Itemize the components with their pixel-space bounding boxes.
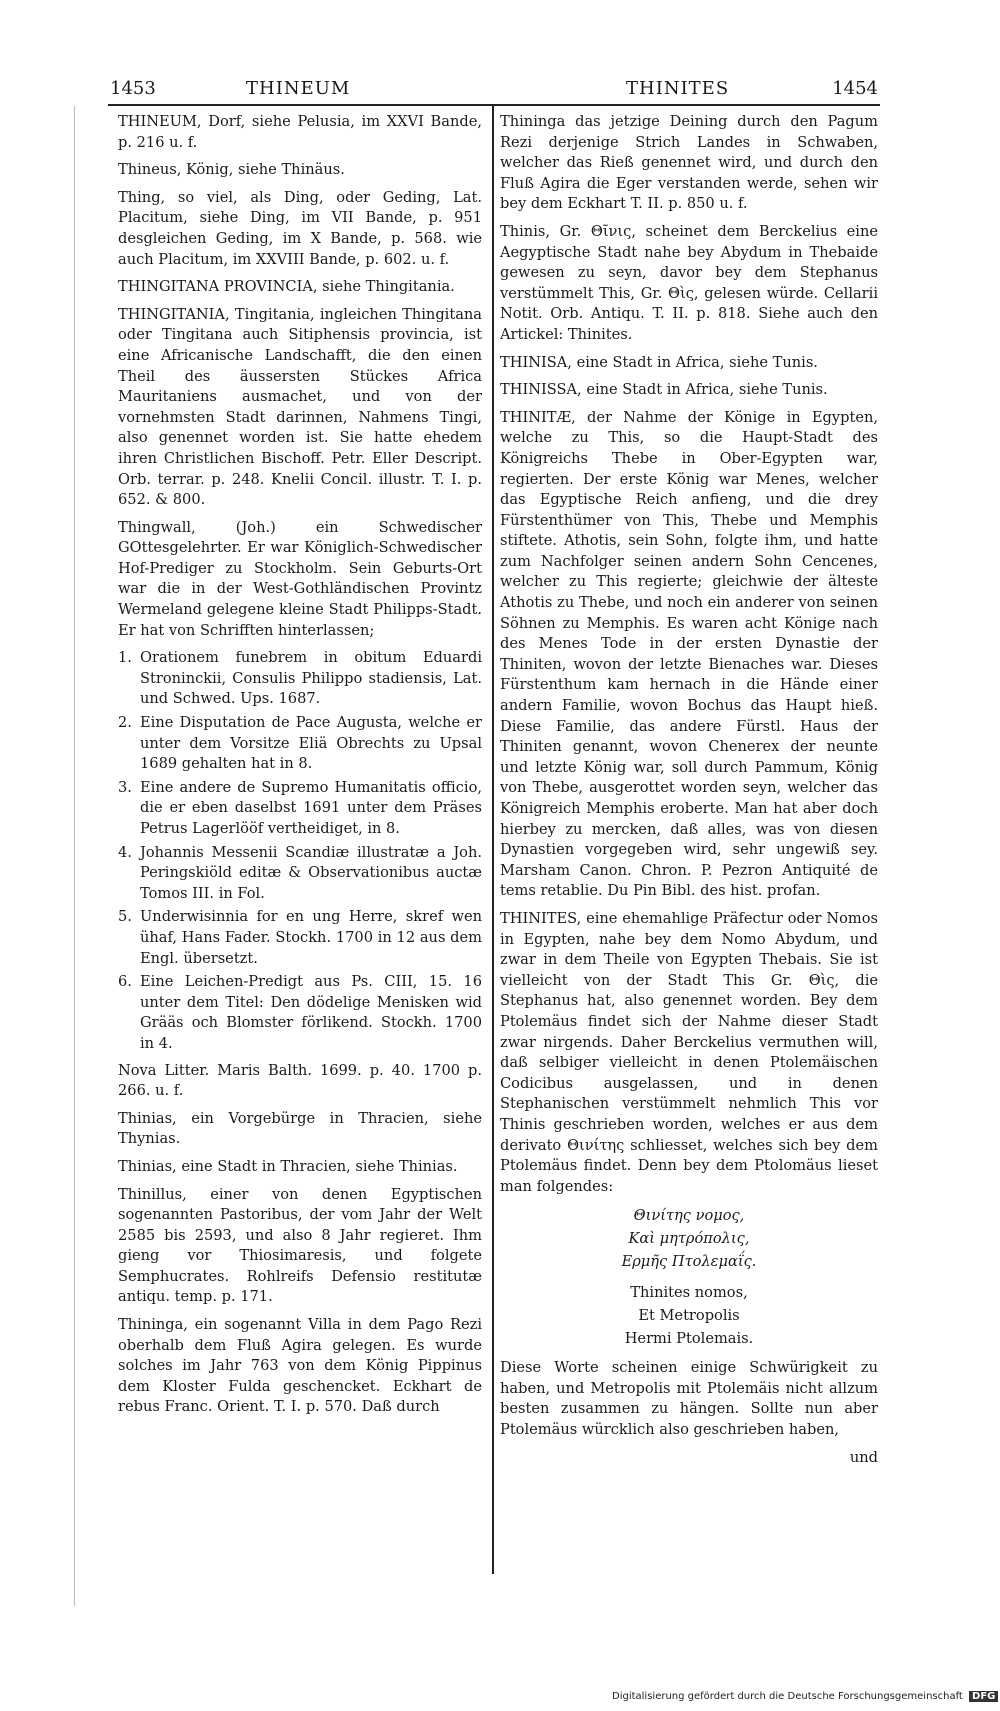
list-item xyxy=(118,713,482,775)
list-item-text: Eine Leichen-Predigt aus Ps. CIII, 15. 16 unter dem Titel: Den dödelige Menisken wid Grääs och Blomster förlikend. Stockh. 1700 in 4. xyxy=(140,973,482,1052)
left-page-number: 1453 xyxy=(110,78,156,99)
entry-thinites: THINITES, eine ehemahlige Präfectur oder Nomos in Egypten, nahe bey dem Nomo Abydum, und zwar in dem Theile von Egypten Thebais. Sie ist vielleicht von der Stadt This Gr. Θὶς, die Stephanus hat, also genennet worden. Bey dem Ptolemäus findet sich der Nahme dieser Stadt zwar nirgends. Daher Berckelius vermuthen will, daß selbiger vielleicht in denen Ptolemäischen Codicibus ausgelassen, und in denen Stephanischen verstümmelt nehmlich This vor Thinis geschrieben worden, welches er aus dem derivato Θινίτης schliesset, welches sich bey dem Ptolemäus findet. Denn bey dem Ptolomäus lieset man folgendes: xyxy=(500,909,878,1195)
header-rule xyxy=(108,104,880,106)
digitization-credit xyxy=(612,1691,998,1702)
entry-thinitae: THINITÆ, der Nahme der Könige in Egypten, welche zu This, so die Haupt-Stadt des Königreichs Thebe in Ober-Egypten war, regierten. Der erste König war Menes, welcher das Egyptische Reich anfieng, und die drey Fürstenthümer von This, Thebe und Memphis stiftete. Athotis, sein Sohn, folgte ihm, und hatte zum Nachfolger seinen andern Sohn Cencenes, welcher zu This regierte; gleichwie der älteste Athotis zu Thebe, und noch ein anderer von seinen Söhnen zu Memphis. Es waren acht Könige nach des Menes Tode in der ersten Dynastie der Thiniten, wovon der letzte Bienaches war. Dieses Fürstenthum kam hernach in die Hände einer andern Familie, wovon Bochus das Haupt hieß. Diese Familie, das andere Fürstl. Haus der Thiniten genannt, wovon Chenerex der neunte und letzte König war, soll durch Pammum, König von Thebe, ausgerottet worden seyn, welcher das Königreich Memphis eroberte. Man hat aber doch hierbey zu mercken, daß alles, was von diesen Dynastien vorgegeben wird, sehr ungewiß sey. Marsham Canon. Chron. P. Pezron Antiquité de tems retablie. Du Pin Bibl. des hist. profan. xyxy=(500,408,878,900)
page-margin-line xyxy=(74,106,75,1606)
entry-thinissa: THINISSA, eine Stadt in Africa, siehe Tunis. xyxy=(500,381,828,399)
page-header xyxy=(110,78,878,104)
entry-thingwall: Thingwall, (Joh.) ein Schwedischer GOttesgelehrter. Er war Königlich-Schwedischer Hof-Prediger zu Stockholm. Sein Geburts-Ort war die in der West-Gothländischen Provintz Wermeland gelegene kleine Stadt Philipps-Stadt. Er hat von Schrifften hinterlassen; xyxy=(118,518,482,639)
catchword: und xyxy=(849,1448,878,1466)
list-item-text: Johannis Messenii Scandiæ illustratæ a Joh. Peringskiöld editæ & Observationibus auctæ Tomos III. in Fol. xyxy=(140,843,482,902)
entry-thinias-vorgeburge: Thinias, ein Vorgebürge in Thracien, siehe Thynias. xyxy=(118,1109,482,1148)
list-item-text: Underwisinnia for en ung Herre, skref wen ühaf, Hans Fader. Stockh. 1700 in 12 aus dem Engl. übersetzt. xyxy=(140,908,482,967)
right-page-number: 1454 xyxy=(832,78,878,99)
greek-line: Θινίτης νομος, xyxy=(633,1207,745,1225)
entry-thing: Thing, so viel, als Ding, oder Geding, Lat. Placitum, siehe Ding, im VII Bande, p. 951 desgleichen Geding, im X Bande, p. 568. wie auch Placitum, im XXVIII Bande, p. 602. u. f. xyxy=(118,188,482,268)
list-item-number: 3. xyxy=(118,778,132,796)
greek-quotation xyxy=(500,1204,878,1273)
right-column xyxy=(500,112,878,1468)
list-item-number: 5. xyxy=(118,908,132,926)
entry-thineum: THINEUM, Dorf, siehe Pelusia, im XXVI Bande, p. 216 u. f. xyxy=(118,113,482,151)
entry-thininga: Thininga, ein sogenannt Villa in dem Pago Rezi oberhalb dem Fluß Agira gelegen. Es wurde solches im Jahr 763 von dem König Pippinus dem Kloster Fulda geschencket. Eckhart de rebus Franc. Orient. T. I. p. 570. Daß durch xyxy=(118,1316,482,1416)
left-column xyxy=(118,112,482,1425)
latin-quotation xyxy=(500,1281,878,1350)
credit-text: Digitalisierung gefördert durch die Deutsche Forschungsgemeinschaft xyxy=(612,1691,963,1702)
works-list xyxy=(118,648,482,1054)
list-item xyxy=(118,907,482,969)
dfg-logo: DFG xyxy=(969,1691,998,1702)
list-item-number: 4. xyxy=(118,843,132,861)
latin-line: Thinites nomos, xyxy=(630,1284,748,1302)
list-item xyxy=(118,843,482,905)
column-divider xyxy=(492,106,494,1574)
entry-thinis: Thinis, Gr. Θῖνις, scheinet dem Berckelius eine Aegyptische Stadt nahe bey Abydum in Thebaide gewesen zu seyn, davor bey dem Stephanus verstümmelt This, Gr. Θὶς, gelesen würde. Cellarii Notit. Orb. Antiqu. T. II. p. 818. Siehe auch den Artickel: Thinites. xyxy=(500,222,878,343)
list-item-number: 1. xyxy=(118,649,132,667)
greek-line: Καὶ μητρόπολις, xyxy=(628,1230,750,1248)
list-item-text: Orationem funebrem in obitum Eduardi Stroninckii, Consulis Philippo stadiensis, Lat. und Schwed. Ups. 1687. xyxy=(140,649,482,708)
entry-thinias-stadt: Thinias, eine Stadt in Thracien, siehe Thinias. xyxy=(118,1157,458,1175)
entry-thingitana-provincia: THINGITANA PROVINCIA, siehe Thingitania. xyxy=(118,278,455,296)
entry-thineus: Thineus, König, siehe Thinäus. xyxy=(118,161,345,179)
latin-line: Hermi Ptolemais. xyxy=(624,1330,754,1348)
list-item-text: Eine Disputation de Pace Augusta, welche er unter dem Vorsitze Eliä Obrechts zu Upsal 1689 gehalten hat in 8. xyxy=(140,714,482,773)
list-item xyxy=(118,778,482,840)
entry-thingitania: THINGITANIA, Tingitania, ingleichen Thingitana oder Tingitana auch Sitiphensis provincia, ist eine Africanische Landschafft, die den einen Theil des äussersten Stückes Africa Mauritaniens ausmachet, und von der vornehmsten Stadt darinnen, Nahmens Tingi, also genennet worden ist. Sie hatte ehedem ihren Christlichen Bischoff. Petr. Eller Descript. Orb. terrar. p. 248. Knelii Concil. illustr. T. I. p. 652. & 800. xyxy=(118,305,482,509)
entry-thinisa: THINISA, eine Stadt in Africa, siehe Tunis. xyxy=(500,353,818,371)
entry-thininga-continued: Thininga das jetzige Deining durch den Pagum Rezi derjenige Strich Landes in Schwaben, welcher das Rieß genennet wird, und durch den Fluß Agira die Eger verstanden werde, sehen wir bey dem Eckhart T. II. p. 850 u. f. xyxy=(500,113,878,213)
list-item xyxy=(118,972,482,1054)
closing-paragraph: Diese Worte scheinen einige Schwürigkeit zu haben, und Metropolis mit Ptolemäis nicht allzum besten zusammen zu hängen. Sollte nun aber Ptolemäus würcklich also geschrieben haben, xyxy=(500,1359,878,1439)
list-item-text: Eine andere de Supremo Humanitatis officio, die er eben daselbst 1691 unter dem Präses Petrus Lagerlööf vertheidiget, in 8. xyxy=(140,778,482,837)
list-item xyxy=(118,648,482,710)
list-item-number: 2. xyxy=(118,714,132,732)
right-running-title: THINITES xyxy=(626,78,730,99)
latin-line: Et Metropolis xyxy=(638,1307,740,1325)
greek-line: Ερμῆς Πτολεμαΐς. xyxy=(621,1253,757,1271)
entry-thinillus: Thinillus, einer von denen Egyptischen sogenannten Pastoribus, der vom Jahr der Welt 2585 bis 2593, und also 8 Jahr regieret. Ihm gieng vor Thiosimaresis, und folgete Semphucrates. Rohlreifs Defensio restitutæ antiqu. temp. p. 171. xyxy=(118,1185,482,1306)
citation-nova-litter: Nova Litter. Maris Balth. 1699. p. 40. 1700 p. 266. u. f. xyxy=(118,1061,482,1100)
list-item-number: 6. xyxy=(118,973,132,991)
left-running-title: THINEUM xyxy=(246,78,351,99)
